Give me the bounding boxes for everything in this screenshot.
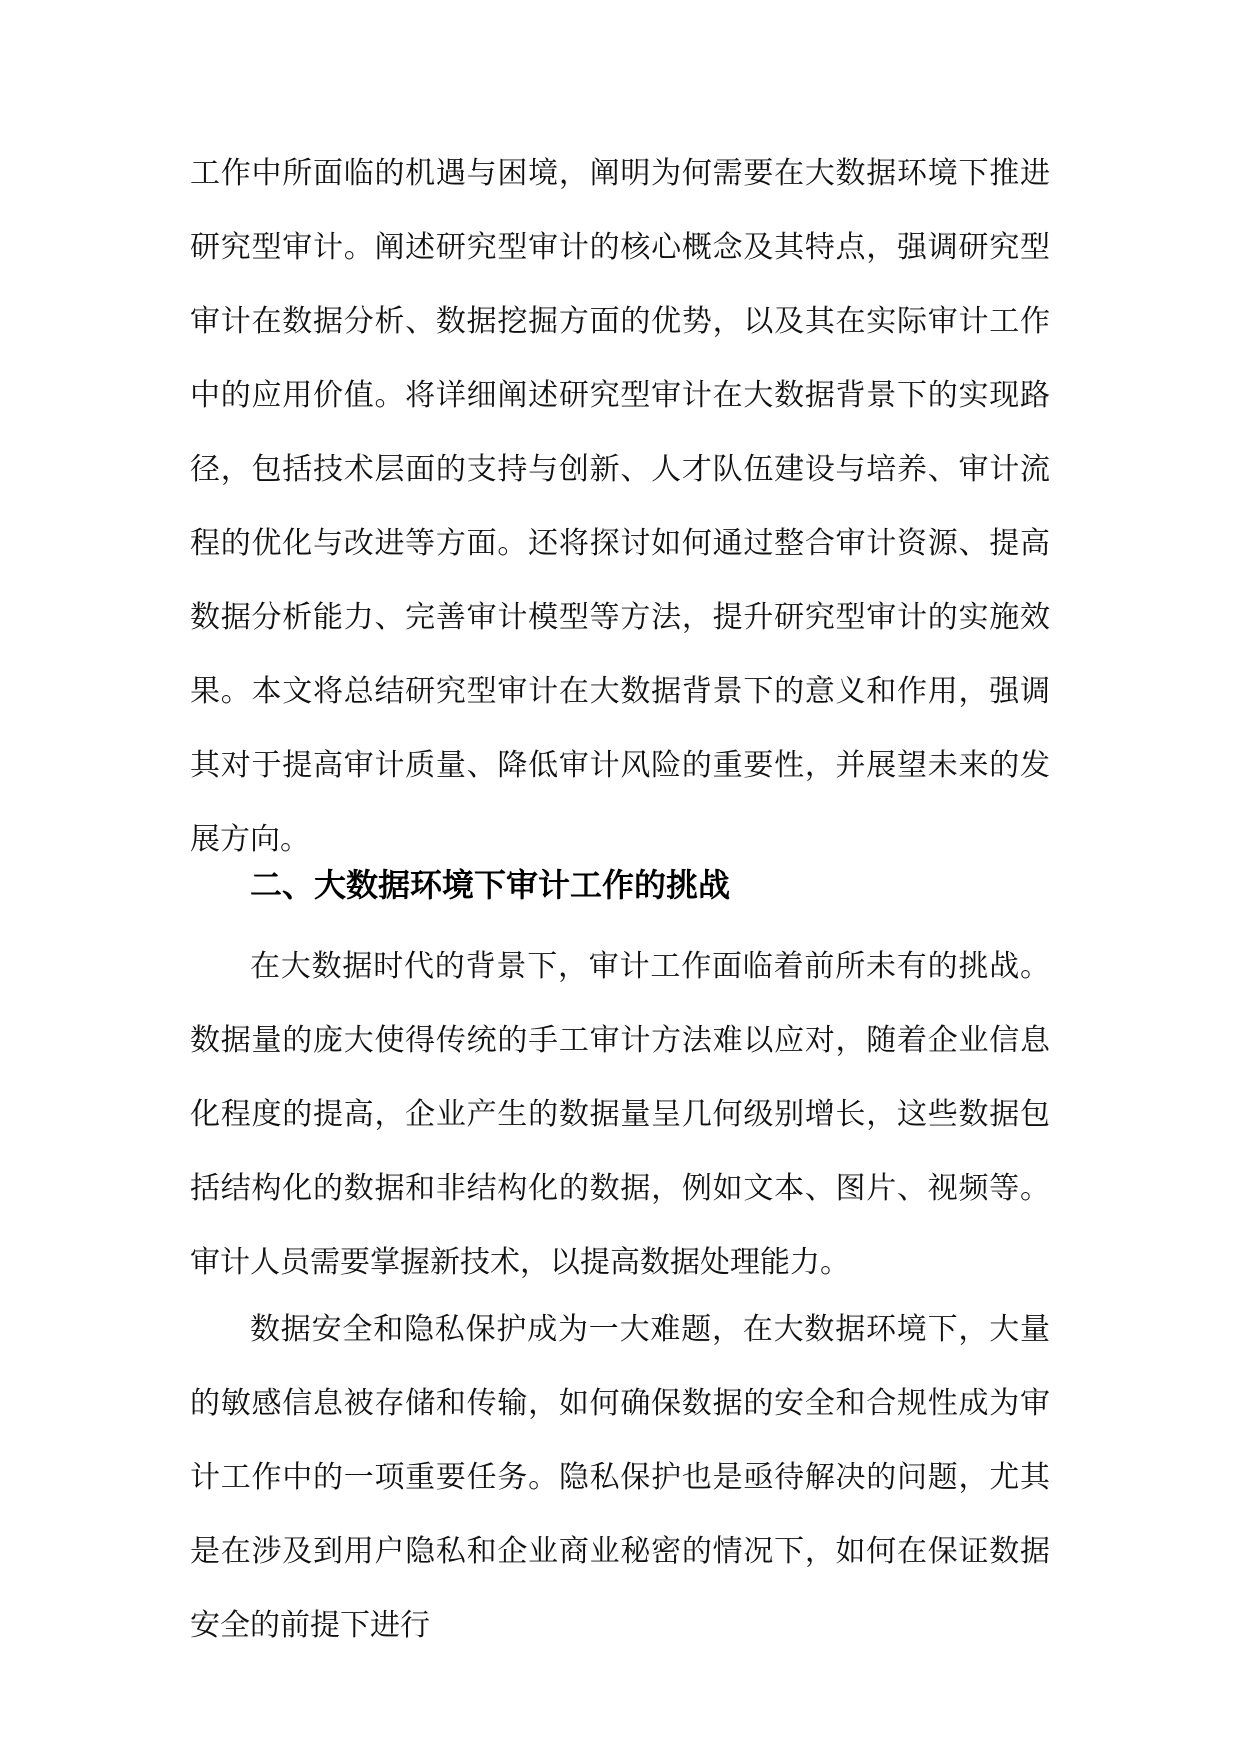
body-paragraph: 数据安全和隐私保护成为一大难题，在大数据环境下，大量的敏感信息被存储和传输，如何确保数据的安全和合规性成为审计工作中的一项重要任务。隐私保护也是亟待解决的问题，尤其是在涉及到用户隐私和企业商业秘密的情况下，如何在保证数据安全的前提下进行 bbox=[190, 1312, 1050, 1643]
body-paragraph-continued: 工作中所面临的机遇与困境，阐明为何需要在大数据环境下推进研究型审计。阐述研究型审计的核心概念及其特点，强调研究型审计在数据分析、数据挖掘方面的优势，以及其在实际审计工作中的应用价值。将详细阐述研究型审计在大数据背景下的实现路径，包括技术层面的支持与创新、人才队伍建设与培养、审计流程的优化与改进等方面。还将探讨如何通过整合审计资源、提高数据分析能力、完善审计模型等方法，提升研究型审计的实施效果。本文将总结研究型审计在大数据背景下的意义和作用，强调其对于提高审计质量、降低审计风险的重要性，并展望未来的发展方向。 bbox=[190, 156, 1050, 857]
body-paragraph: 在大数据时代的背景下，审计工作面临着前所未有的挑战。数据量的庞大使得传统的手工审计方法难以应对，随着企业信息化程度的提高，企业产生的数据量呈几何级别增长，这些数据包括结构化的数据和非结构化的数据，例如文本、图片、视频等。审计人员需要掌握新技术，以提高数据处理能力。 bbox=[190, 949, 1050, 1280]
section-heading: 二、大数据环境下审计工作的挑战 bbox=[250, 866, 731, 904]
